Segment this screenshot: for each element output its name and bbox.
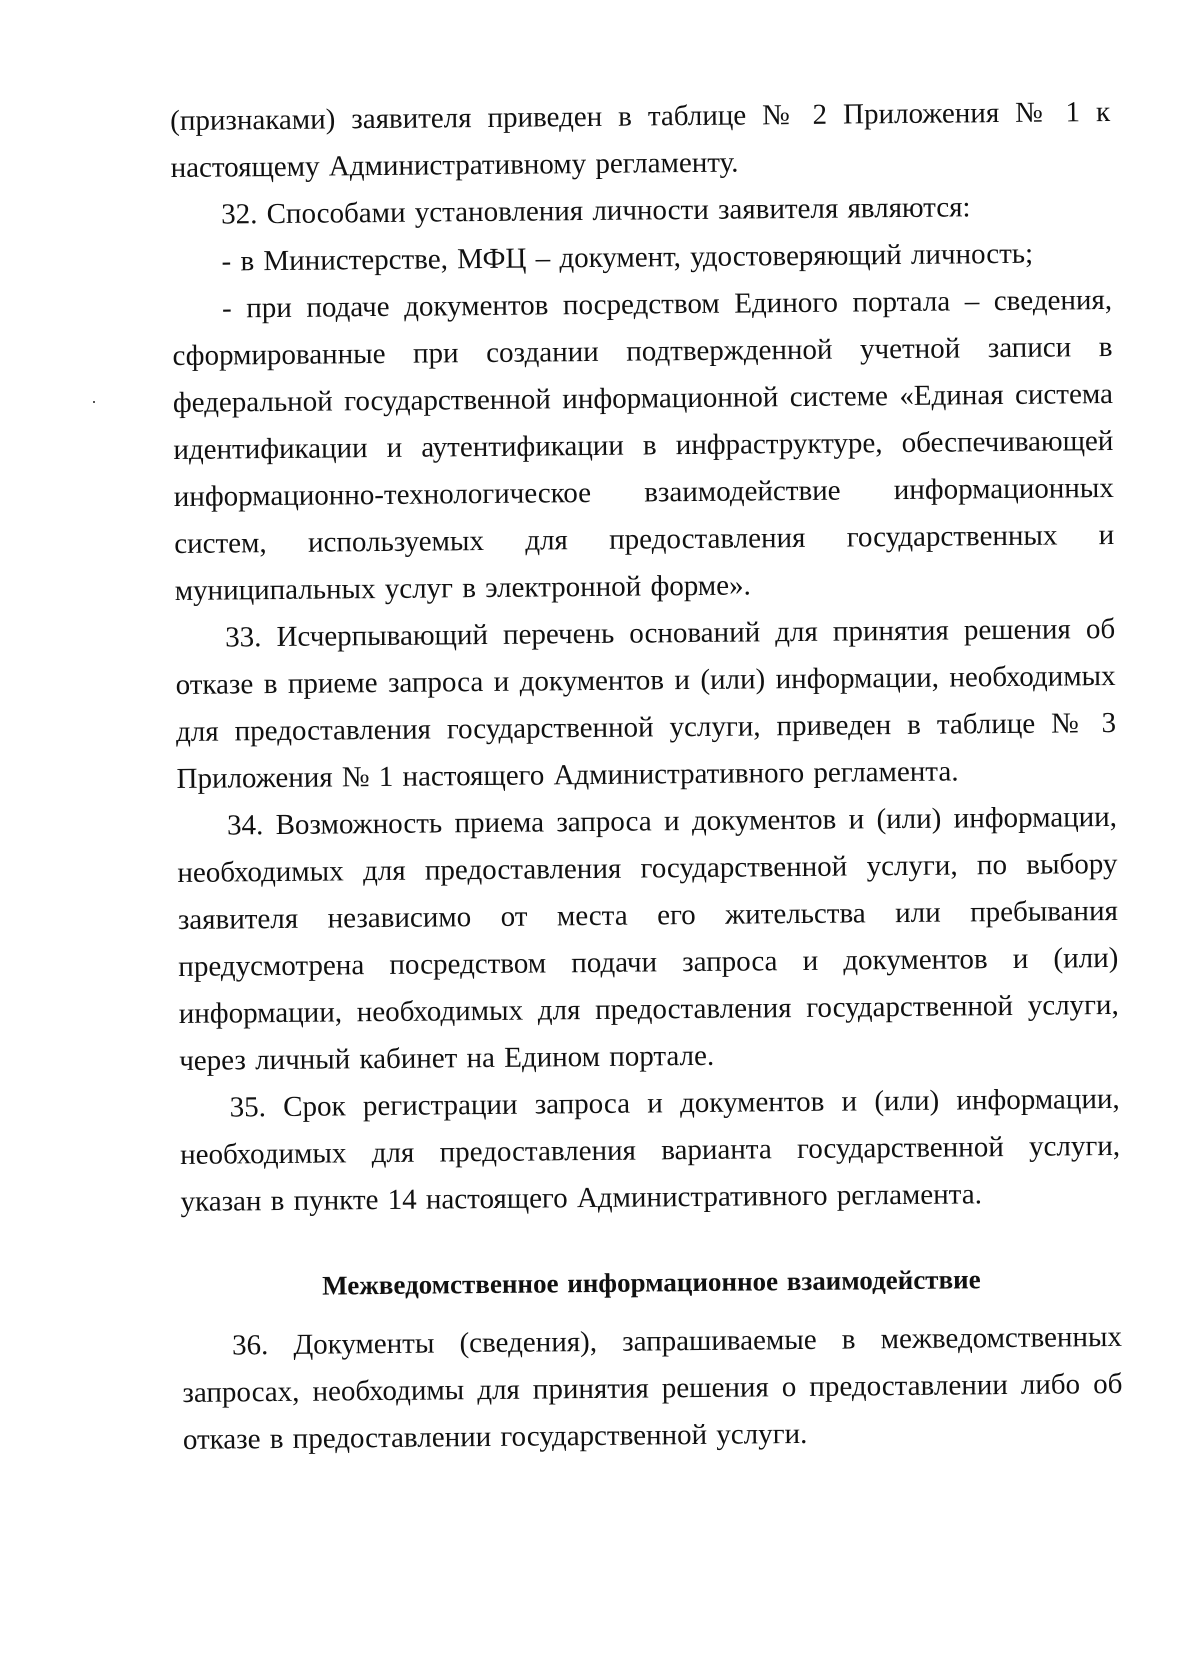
section-heading: Межведомственное информационное взаимодействие [322,1264,981,1301]
list-item-portal: - при подаче документов посредством Единого портала – сведения, сформированные при создании подтвержденной учетной записи в федеральной государственной информационной системе «Единая система идентификации и аутентификации в инфраструктуре, обеспечивающей информационно-технологическое взаимодействие информационных систем, используемых для предоставления государственных и муниципальных услуг в электронной форме». [172,283,1115,607]
paragraph-continuation: (признаками) заявителя приведен в таблице № 2 Приложения № 1 к настоящему Административному регламенту. [170,95,1111,184]
margin-speck [93,401,95,403]
paragraph-33: 33. Исчерпывающий перечень оснований для принятия решения об отказе в приеме запроса и документов и (или) информации, необходимых для предоставления государственной услуги, приведен в таблице № 3 Приложения № 1 настоящего Административного регламента. [175,612,1117,795]
paragraph-35: 35. Срок регистрации запроса и документов и (или) информации, необходимых для предоставления варианта государственной услуги, указан в пункте 14 настоящего Административного регламента. [179,1082,1121,1218]
paragraph-36: 36. Документы (сведения), запрашиваемые в межведомственных запросах, необходимы для принятия решения о предоставлении либо об отказе в предоставлении государственной услуги. [182,1320,1123,1456]
paragraph-34: 34. Возможность приема запроса и документов и (или) информации, необходимых для предоставления государственной услуги, по выбору заявителя независимо от места его жительства или пребывания предусмотрена посредством подачи запроса и документов и (или) информации, необходимых для предоставления государственной услуги, через личный кабинет на Едином портале. [177,800,1119,1077]
paragraph-32: 32. Способами установления личности заявителя являются: [220,191,971,231]
document-body [170,89,1123,1464]
list-item-ministry: - в Министерстве, МФЦ – документ, удостоверяющий личность; [221,237,1034,278]
